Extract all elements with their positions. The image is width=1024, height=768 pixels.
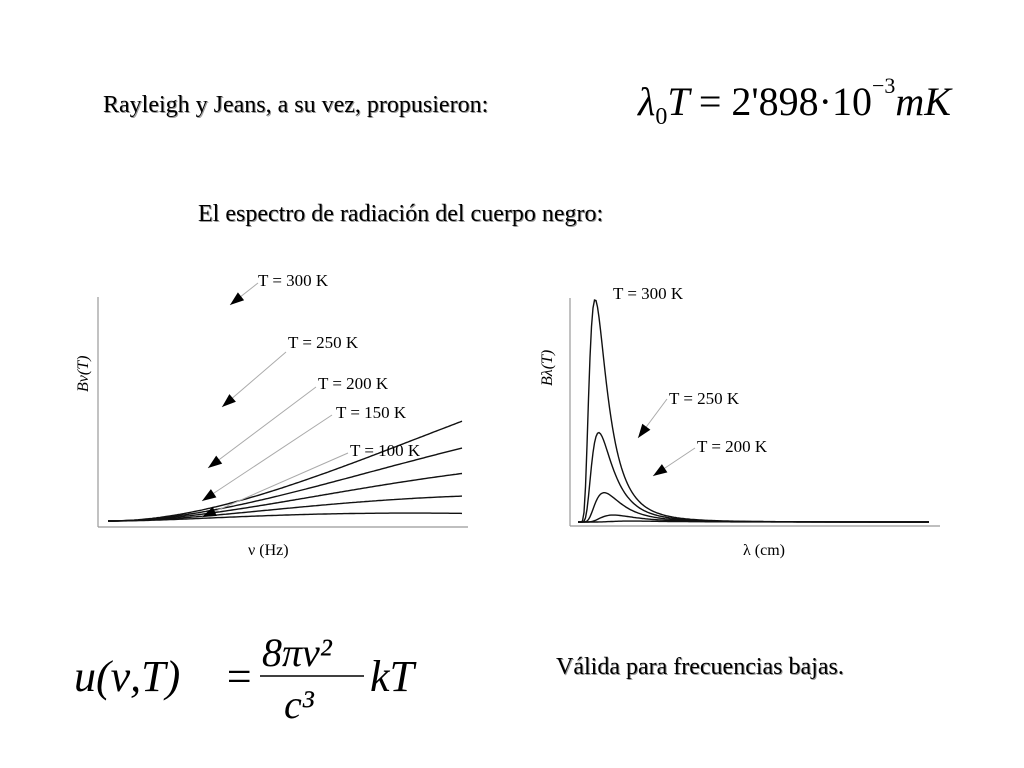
left-arrow-200-line bbox=[208, 387, 316, 468]
rj-lhs: u(ν,T) bbox=[74, 652, 181, 701]
left-label-250: T = 250 K bbox=[288, 333, 359, 352]
right-arrow-200-head bbox=[653, 464, 667, 476]
left-arrow-150-head bbox=[202, 489, 216, 501]
intro-text: Rayleigh y Jeans, a su vez, propusieron: bbox=[103, 92, 489, 118]
left-curve-300k bbox=[108, 421, 462, 521]
rj-denominator: c³ bbox=[284, 682, 314, 727]
left-label-300: T = 300 K bbox=[258, 271, 329, 290]
wien-equals: = bbox=[698, 79, 722, 124]
right-label-200: T = 200 K bbox=[697, 437, 768, 456]
rj-numerator: 8πν² bbox=[262, 630, 332, 675]
left-arrow-100-line bbox=[202, 453, 348, 517]
rayleigh-jeans-formula bbox=[72, 618, 452, 728]
left-ylabel: Bν(T) bbox=[75, 355, 92, 392]
right-curves bbox=[578, 300, 929, 522]
wien-unit: mK bbox=[895, 79, 951, 124]
chart-wavelength bbox=[525, 270, 950, 570]
wien-mantissa: 2'898·10 bbox=[731, 79, 872, 124]
left-arrow-300-head bbox=[230, 292, 244, 305]
wien-subscript: 0 bbox=[655, 104, 668, 130]
spectrum-title: El espectro de radiación del cuerpo negro: bbox=[198, 201, 604, 227]
rj-tail: kT bbox=[370, 652, 414, 701]
right-ylabel: Bλ(T) bbox=[539, 349, 556, 386]
left-label-150: T = 150 K bbox=[336, 403, 407, 422]
left-xlabel: ν (Hz) bbox=[248, 542, 289, 559]
left-label-200: T = 200 K bbox=[318, 374, 389, 393]
wien-lambda: λ bbox=[638, 79, 656, 124]
wien-t: T bbox=[667, 79, 689, 124]
right-axes bbox=[570, 298, 940, 526]
valid-note: Válida para frecuencias bajas. bbox=[556, 654, 844, 680]
right-arrow-250-head bbox=[638, 424, 650, 438]
rj-equals: = bbox=[224, 652, 254, 701]
right-label-300: T = 300 K bbox=[613, 284, 684, 303]
left-curves bbox=[108, 421, 462, 521]
right-xlabel: λ (cm) bbox=[743, 542, 785, 559]
left-arrow-200-head bbox=[208, 456, 222, 468]
right-label-250: T = 250 K bbox=[669, 389, 740, 408]
wien-formula bbox=[638, 72, 951, 131]
wien-exponent: −3 bbox=[871, 72, 896, 98]
left-arrows bbox=[202, 283, 348, 517]
left-arrow-250-head bbox=[222, 394, 236, 407]
right-arrows bbox=[638, 399, 695, 476]
chart-frequency bbox=[60, 255, 480, 570]
left-label-100: T = 100 K bbox=[350, 441, 421, 460]
right-curve-300k bbox=[578, 300, 929, 522]
